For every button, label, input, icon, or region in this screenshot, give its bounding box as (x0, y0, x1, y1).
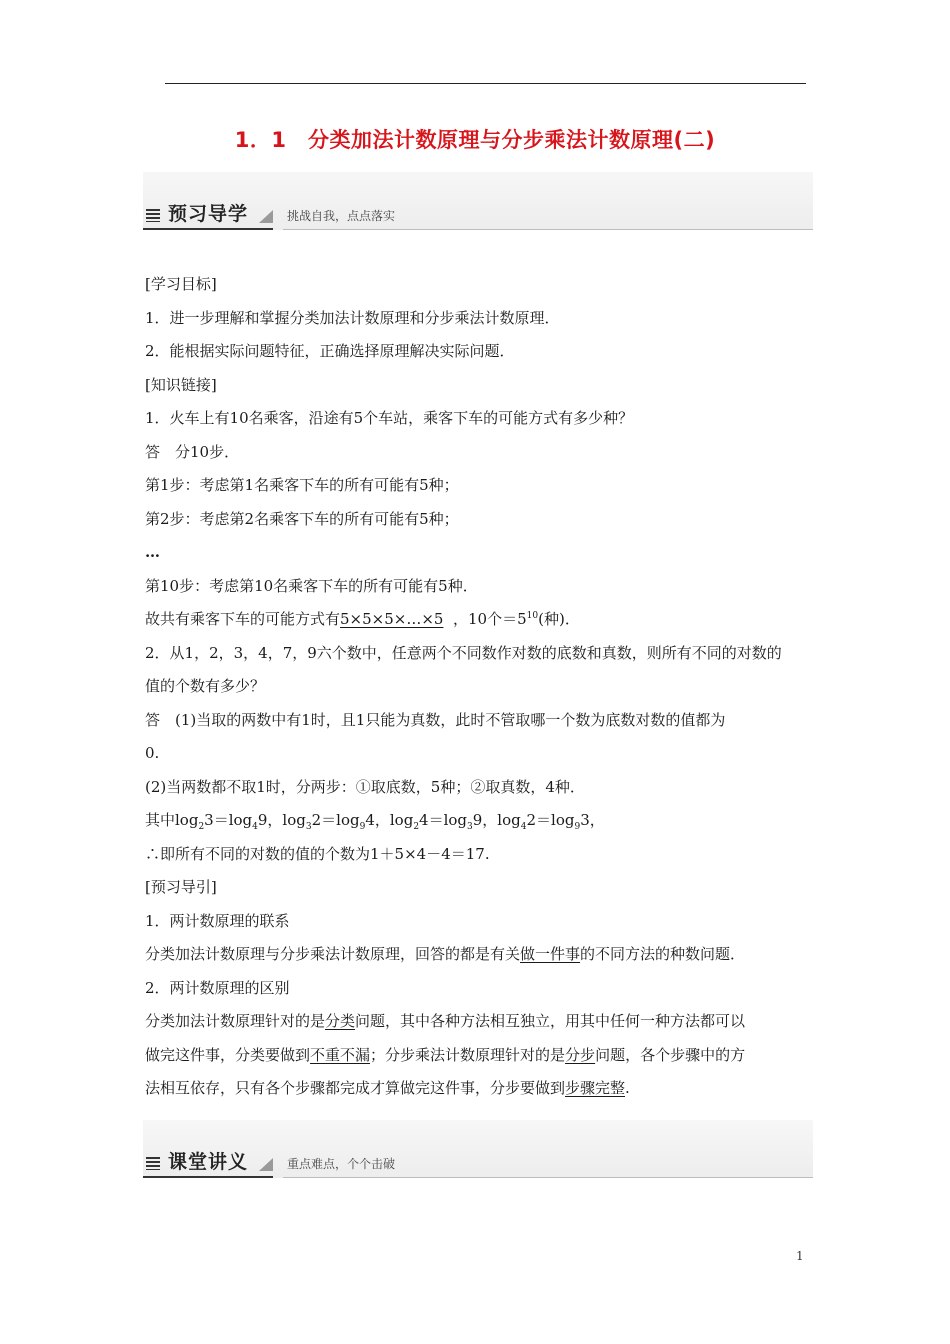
conclusion-1: 故共有乘客下车的可能方式有5×5×5×…×5 ，10个$=5^{10}$(种)． (145, 610, 580, 628)
guide-2-text-1: 分类加法计数原理针对的是分类问题，其中各种方法相互独立，用其中任何一种方法都可以 (145, 1012, 746, 1030)
guide-2-text-3: 法相互依存，只有各个步骤都完成才算做完这件事，分步要做到步骤完整. (145, 1079, 630, 1097)
label-knowledge-link: [知识链接] (145, 375, 217, 394)
divider (143, 1176, 273, 1178)
step-2: 第2步：考虑第2名乘客下车的所有可能有5种； (145, 509, 459, 528)
triangle-icon (259, 210, 273, 223)
header-rule (165, 83, 806, 84)
section-heading: 预习导学 (168, 203, 249, 225)
answer-2-part1: 答 (1)当取的两数中有1时，且1只能为真数，此时不管取哪一个数为底数对数的值都为 (145, 710, 726, 729)
conclusion-2: ∴即所有不同的对数的值的个数为1＋5×4－4＝17. (145, 844, 490, 863)
answer-2-part1-cont: 0. (145, 744, 160, 762)
section-subtitle: 挑战自我，点点落实 (287, 209, 396, 223)
section-banner-lecture (143, 1120, 813, 1178)
question-2-cont: 值的个数有多少？ (145, 677, 266, 695)
triangle-icon (259, 1158, 273, 1171)
guide-1-heading: 1．两计数原理的联系 (145, 911, 290, 930)
stripes-icon (146, 1157, 160, 1170)
guide-2-heading: 2．两计数原理的区别 (145, 978, 290, 997)
goal-2: 2．能根据实际问题特征，正确选择原理解决实际问题． (145, 342, 515, 360)
goal-1: 1．进一步理解和掌握分类加法计数原理和分步乘法计数原理． (145, 308, 560, 327)
step-10: 第10步：考虑第10名乘客下车的所有可能有5种． (145, 576, 478, 595)
divider (143, 228, 273, 230)
ellipsis: … (145, 543, 160, 561)
section-heading: 课堂讲义 (168, 1151, 249, 1173)
guide-2-text-2: 做完这件事，分类要做到不重不漏；分步乘法计数原理针对的是分步问题，各个步骤中的方 (145, 1045, 746, 1064)
question-1: 1．火车上有10名乘客，沿途有5个车站，乘客下车的可能方式有多少种？ (145, 409, 634, 427)
answer-2-part2: (2)当两数都不取1时，分两步：①取底数，5种；②取真数，4种． (145, 777, 585, 796)
log-equalities: 其中$\log_23=\log_49$，$\log_32=\log_94$，$\log_24=\log_39$，$\log_42=\log_93$， (145, 811, 605, 832)
answer-1: 答 分10步． (145, 442, 240, 461)
stripes-icon (146, 209, 160, 222)
divider (283, 1177, 813, 1178)
divider (283, 229, 813, 230)
section-subtitle: 重点难点，个个击破 (287, 1157, 396, 1171)
page-number: 1 (796, 1249, 804, 1263)
section-banner-preview (143, 172, 813, 230)
body-text (145, 268, 810, 1106)
label-learning-goals: [学习目标] (145, 275, 217, 293)
label-preview-guide: [预习导引] (145, 878, 217, 896)
guide-1-text: 分类加法计数原理与分步乘法计数原理，回答的都是有关做一件事的不同方法的种数问题． (145, 945, 746, 963)
step-1: 第1步：考虑第1名乘客下车的所有可能有5种； (145, 476, 459, 494)
page-title: 1．1 分类加法计数原理与分步乘法计数原理(二) (234, 128, 716, 152)
question-2: 2．从1，2，3，4，7，9六个数中，任意两个不同数作对数的底数和真数，则所有不同的对数的 (145, 643, 782, 662)
